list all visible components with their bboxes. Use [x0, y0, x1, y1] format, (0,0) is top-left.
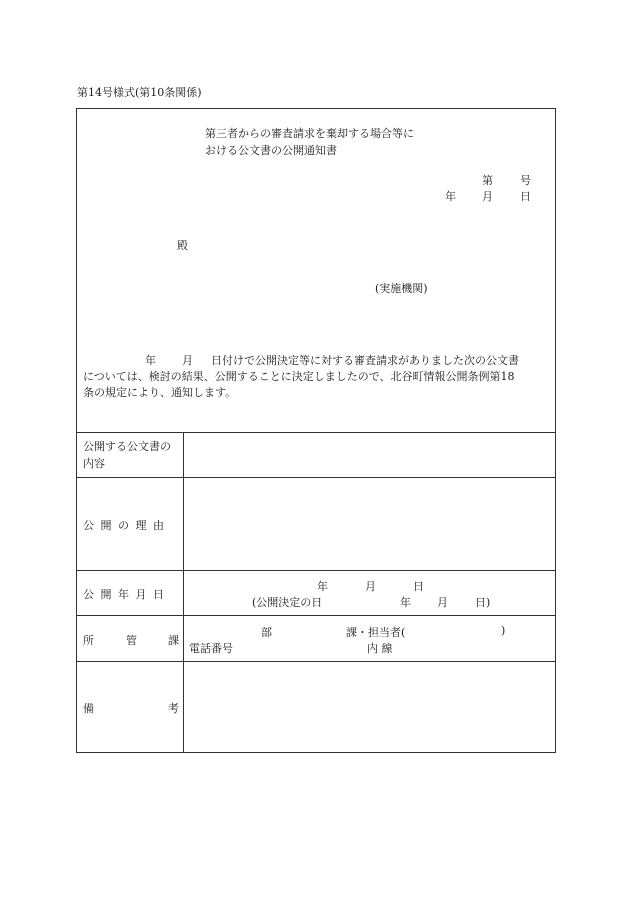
- decision-date-year: 年: [400, 596, 411, 609]
- divider-reason: [77, 570, 555, 571]
- remarks-label-b: 考: [168, 702, 179, 715]
- doc-number-go: 号: [520, 174, 531, 187]
- dept-phone-label: 電話番号: [189, 642, 233, 655]
- dept-bu: 部: [261, 626, 272, 639]
- open-date-day: 日: [413, 580, 424, 593]
- body-month: 月: [182, 354, 193, 367]
- reason-label: 公 開 の 理 由: [83, 519, 166, 532]
- divider-header: [77, 432, 555, 433]
- content-label-line2: 内容: [83, 457, 105, 470]
- body-line2: については、検討の結果、公開することに決定しましたので、北谷町情報公開条例第18: [83, 370, 515, 383]
- body-line3: 条の規定により、通知します。: [83, 386, 237, 399]
- dept-label-a: 所: [83, 634, 94, 647]
- addressee-suffix: 殿: [177, 239, 188, 252]
- divider-dept: [77, 661, 555, 662]
- date-day: 日: [520, 190, 531, 203]
- content-label-line1: 公開する公文書の: [83, 440, 171, 453]
- title-line-1: 第三者からの審査請求を棄却する場合等に: [205, 127, 414, 140]
- date-label: 公 開 年 月 日: [83, 588, 166, 601]
- notice-body: [83, 353, 551, 401]
- title-line-2: おける公文書の公開通知書: [205, 144, 337, 157]
- open-date-month: 月: [365, 580, 376, 593]
- doc-number-dai: 第: [482, 174, 493, 187]
- decision-date-day: 日): [475, 596, 491, 609]
- dept-naisen-label: 内 線: [367, 642, 393, 655]
- decision-date-prefix: (公開決定の日: [252, 596, 323, 609]
- date-month: 月: [482, 190, 493, 203]
- body-line1: 日付けで公開決定等に対する審査請求がありました次の公文書: [211, 354, 519, 367]
- dept-ka-tanto: 課・担当者(: [346, 626, 406, 639]
- divider-content: [77, 477, 555, 478]
- form-number-label: 第14号様式(第10条関係): [77, 86, 202, 99]
- remarks-label-a: 備: [83, 702, 94, 715]
- dept-close-paren: ): [501, 624, 506, 637]
- dept-label-c: 課: [168, 634, 179, 647]
- label-column-divider: [183, 432, 184, 753]
- body-year: 年: [145, 354, 156, 367]
- decision-date-month: 月: [437, 596, 448, 609]
- divider-date: [77, 615, 555, 616]
- issuer-label: (実施機関): [375, 282, 428, 295]
- open-date-year: 年: [317, 580, 328, 593]
- date-year: 年: [445, 190, 456, 203]
- dept-label-b: 管: [126, 634, 137, 647]
- notice-form: [76, 108, 556, 753]
